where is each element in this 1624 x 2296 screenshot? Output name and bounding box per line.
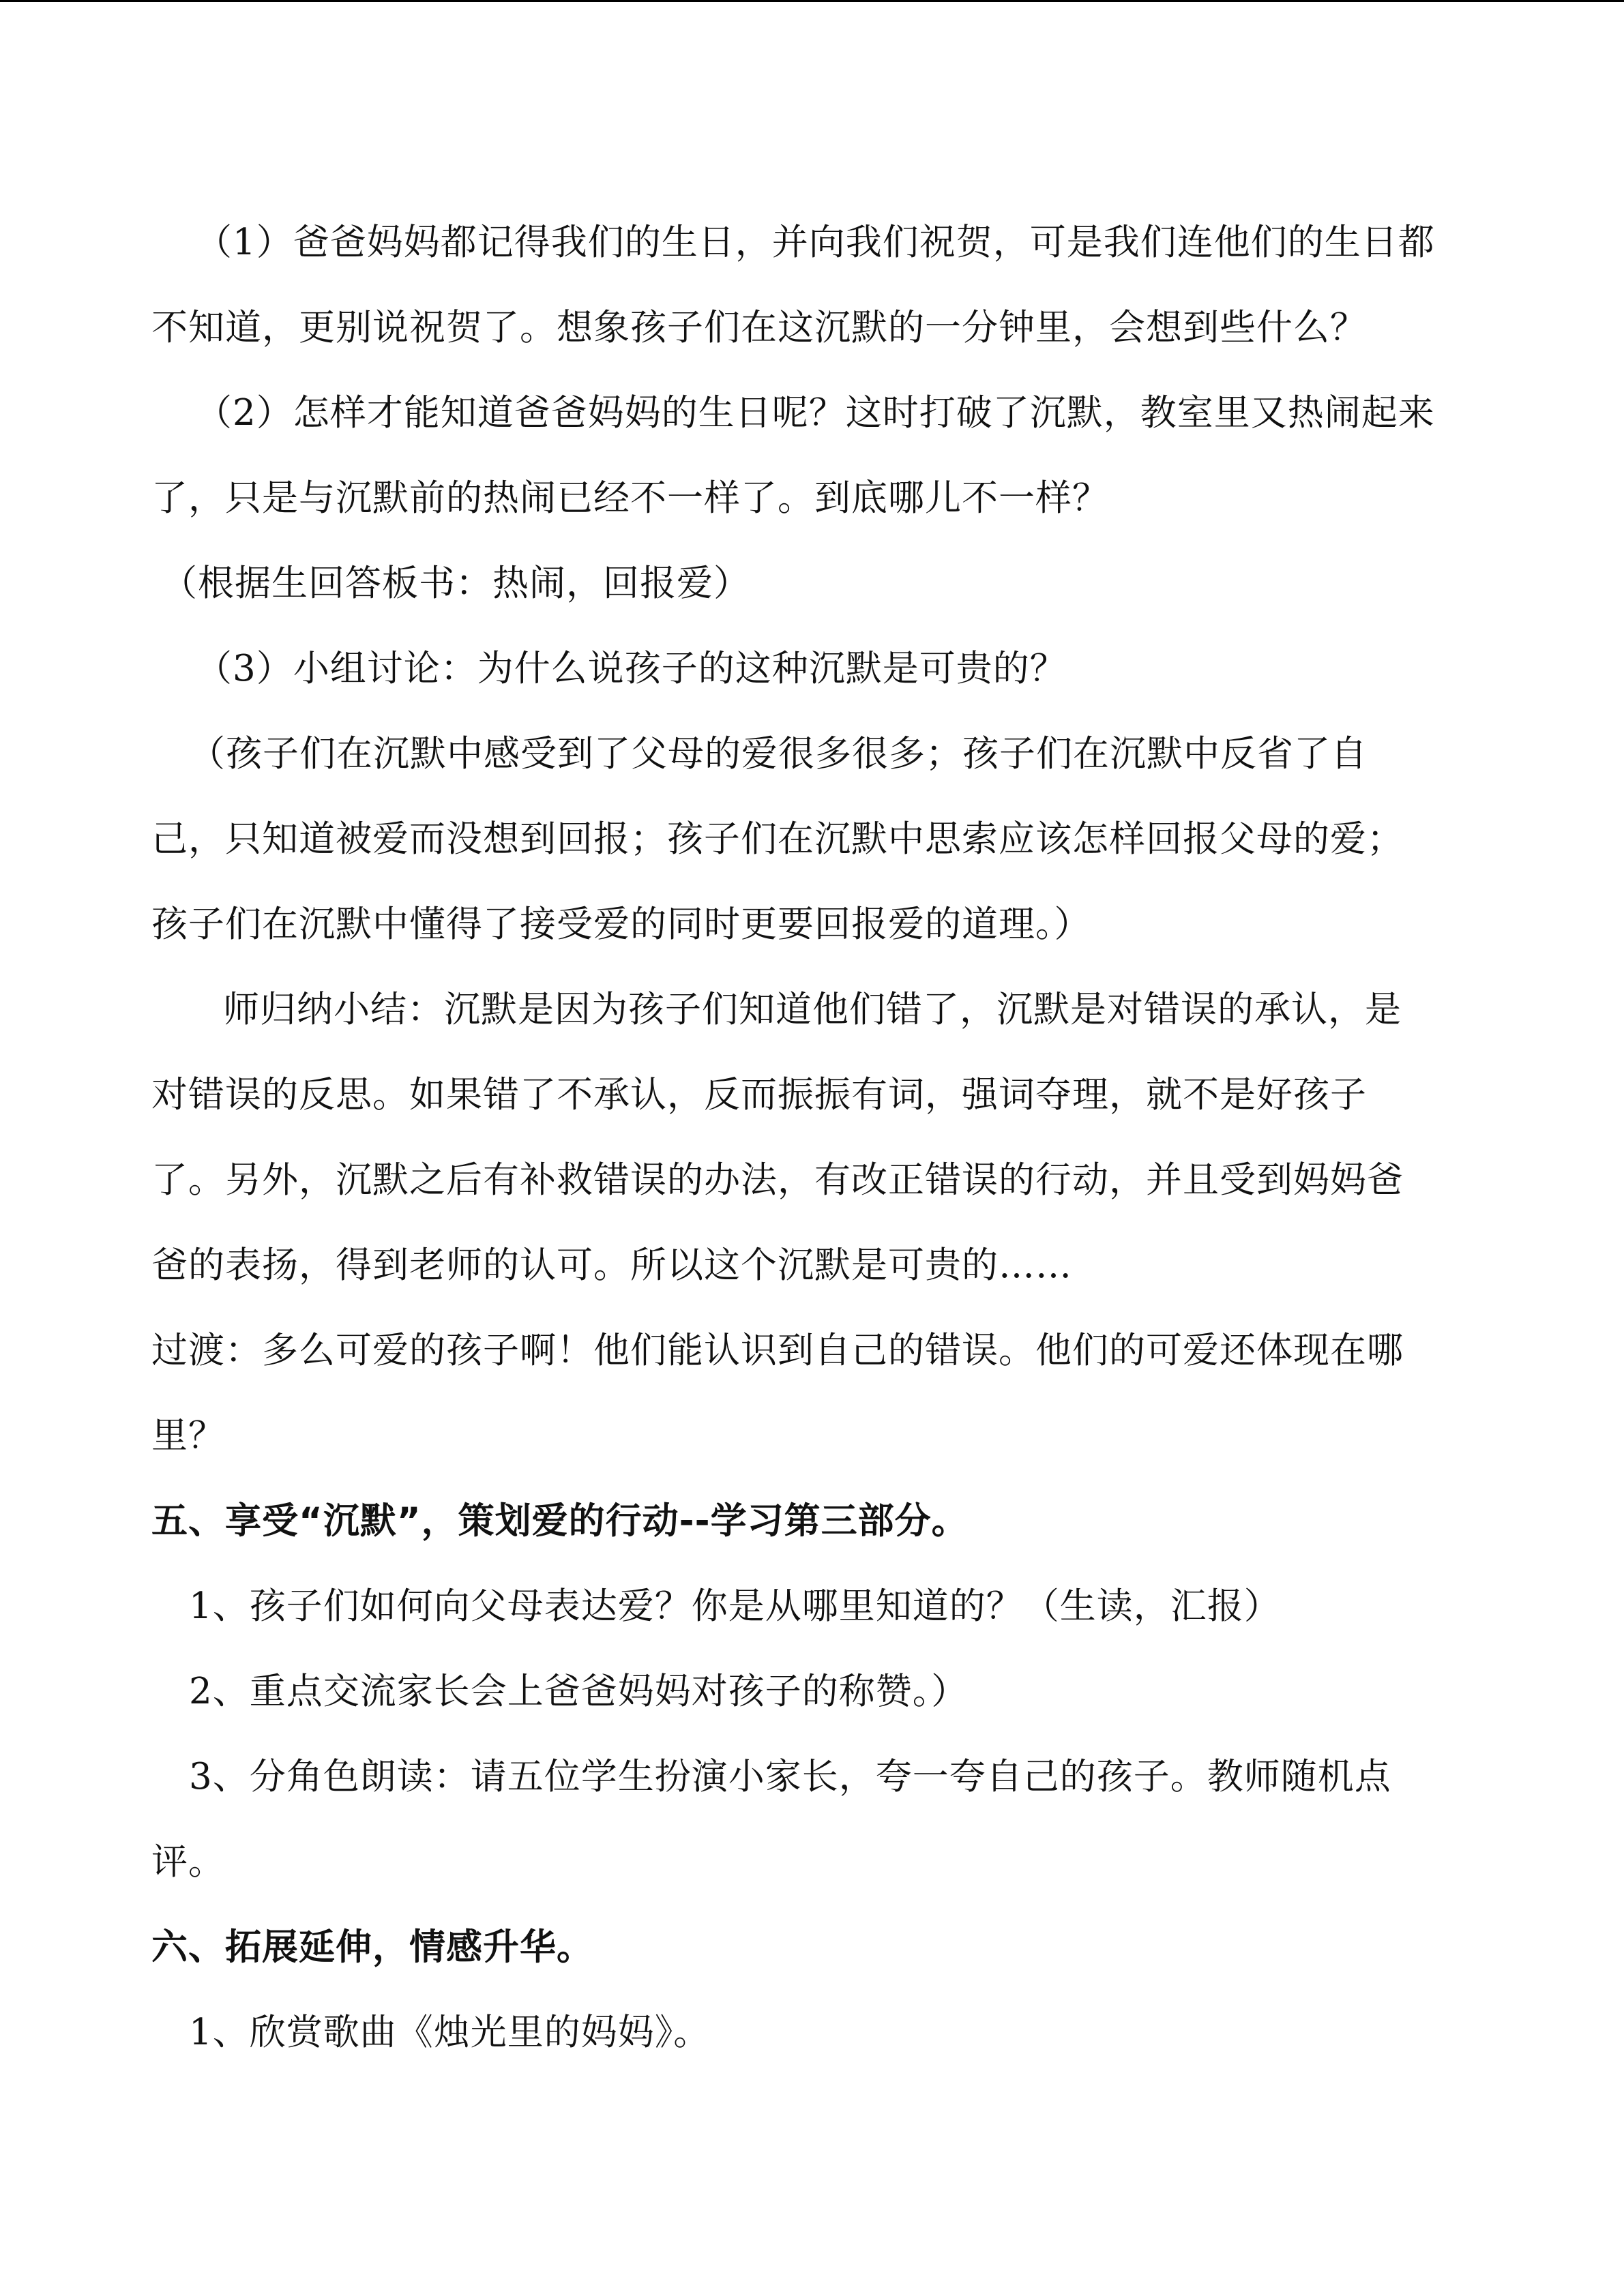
paragraph-line: 过渡：多么可爱的孩子啊！他们能认识到自己的错误。他们的可爱还体现在哪 [151, 1330, 1404, 1371]
section-heading: 五、享受“沉默”，策划爱的行动--学习第三部分。 [151, 1500, 969, 1542]
list-item: 2、重点交流家长会上爸爸妈妈对孩子的称赞。） [189, 1671, 969, 1712]
paragraph-line: 不知道，更别说祝贺了。想象孩子们在这沉默的一分钟里，会想到些什么？ [151, 307, 1367, 348]
paragraph-line: （1）爸爸妈妈都记得我们的生日，并向我们祝贺，可是我们连他们的生日都 [196, 222, 1435, 263]
paragraph-line: 师归纳小结：沉默是因为孩子们知道他们错了，沉默是对错误的承认，是 [223, 989, 1402, 1030]
list-item: 3、分角色朗读：请五位学生扮演小家长，夸一夸自己的孩子。教师随机点 [189, 1756, 1391, 1798]
list-item: 1、孩子们如何向父母表达爱？你是从哪里知道的？（生读，汇报） [189, 1585, 1281, 1627]
paragraph-line: 爸的表扬，得到老师的认可。所以这个沉默是可贵的…… [151, 1244, 1072, 1286]
paragraph-line: 里？ [151, 1415, 225, 1457]
paragraph-line: 了，只是与沉默前的热闹已经不一样了。到底哪儿不一样？ [151, 477, 1109, 519]
section-heading: 六、拓展延伸，情感升华。 [151, 1926, 593, 1968]
paragraph-line: （根据生回答板书：热闹，回报爱） [161, 563, 750, 604]
paragraph-line: （2）怎样才能知道爸爸妈妈的生日呢？这时打破了沉默，教室里又热闹起来 [196, 392, 1435, 434]
paragraph-line: 孩子们在沉默中懂得了接受爱的同时更要回报爱的道理。） [151, 904, 1091, 945]
paragraph-line: （3）小组讨论：为什么说孩子的这种沉默是可贵的？ [196, 648, 1067, 689]
paragraph-line: 评。 [151, 1841, 225, 1883]
list-item: 1、欣赏歌曲《烛光里的妈妈》。 [189, 2012, 711, 2053]
paragraph-line: 了。另外，沉默之后有补救错误的办法，有改正错误的行动，并且受到妈妈爸 [151, 1159, 1404, 1201]
paragraph-line: 对错误的反思。如果错了不承认，反而振振有词，强词夺理，就不是好孩子 [151, 1074, 1367, 1116]
paragraph-line: （孩子们在沉默中感受到了父母的爱很多很多；孩子们在沉默中反省了自 [189, 733, 1368, 775]
document-body [151, 200, 1488, 2075]
paragraph-line: 己，只知道被爱而没想到回报；孩子们在沉默中思索应该怎样回报父母的爱； [151, 818, 1404, 860]
